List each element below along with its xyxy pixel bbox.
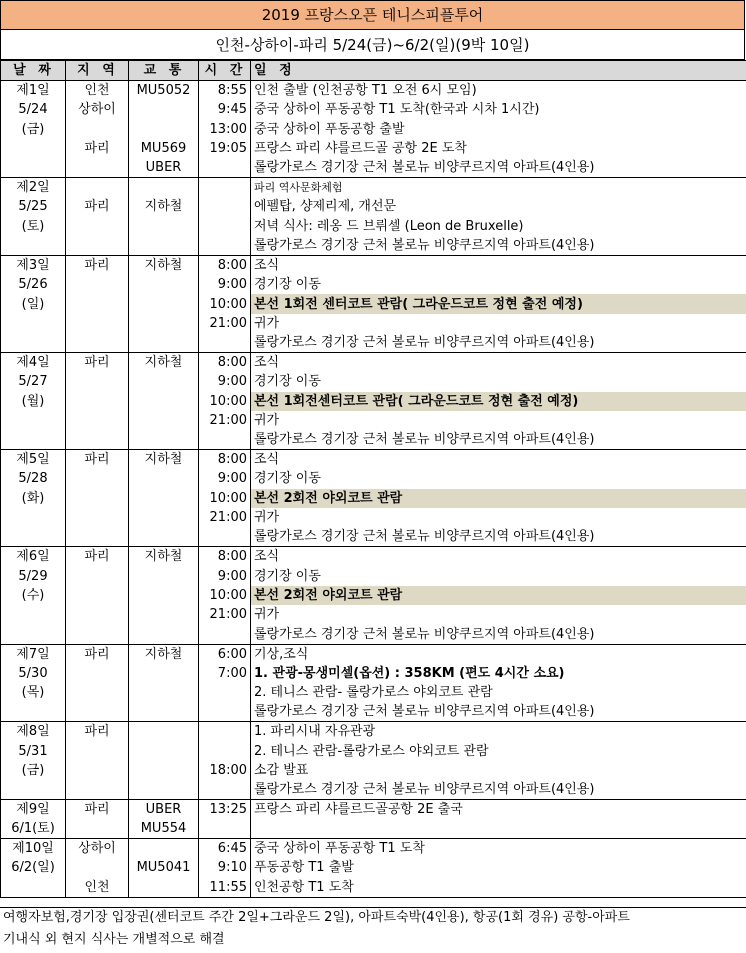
transport-cell [129, 333, 199, 353]
time-cell: 9:10 [199, 858, 251, 877]
date-cell [1, 625, 66, 645]
time-cell: 18:00 [199, 761, 251, 780]
header-schedule: 일 정 [251, 61, 746, 81]
region-cell: 파리 [66, 255, 129, 275]
transport-cell: 지하철 [129, 197, 199, 216]
time-cell: 9:00 [199, 275, 251, 294]
region-cell [66, 741, 129, 760]
transport-cell: MU554 [129, 819, 199, 839]
date-cell [1, 780, 66, 800]
date-cell [1, 236, 66, 256]
schedule-cell: 조식 [251, 353, 746, 373]
date-cell: 제3일 [1, 255, 66, 275]
time-cell [199, 178, 251, 198]
schedule-cell: 기상,조식 [251, 644, 746, 664]
schedule-cell: 중국 상하이 푸동공항 T1 도착(한국과 시차 1시간) [251, 100, 746, 119]
time-cell: 9:00 [199, 566, 251, 585]
header-time: 시 간 [199, 61, 251, 81]
region-cell [66, 527, 129, 547]
region-cell [66, 508, 129, 527]
transport-cell [129, 100, 199, 119]
time-cell [199, 702, 251, 722]
schedule-cell: 귀가 [251, 605, 746, 624]
date-cell: 5/31 [1, 741, 66, 760]
time-cell: 8:00 [199, 450, 251, 470]
time-cell: 6:45 [199, 839, 251, 859]
time-cell: 8:55 [199, 81, 251, 101]
schedule-cell: 경기장 이동 [251, 566, 746, 585]
table-row [1, 294, 746, 313]
transport-cell: UBER [129, 800, 199, 820]
transport-cell [129, 275, 199, 294]
transport-cell [129, 119, 199, 138]
region-cell: 상하이 [66, 839, 129, 859]
transport-cell: 지하철 [129, 450, 199, 470]
table-row [1, 158, 746, 178]
schedule-cell: 중국 상하이 푸동공항 T1 도착 [251, 839, 746, 859]
transport-cell [129, 566, 199, 585]
table-row [1, 275, 746, 294]
table-row [1, 800, 746, 820]
table-row [1, 741, 746, 760]
schedule-cell: 소감 발표 [251, 761, 746, 780]
region-cell [66, 605, 129, 624]
table-row [1, 489, 746, 508]
date-cell: 제6일 [1, 547, 66, 567]
date-cell: (일) [1, 294, 66, 313]
table-row [1, 372, 746, 391]
time-cell: 9:45 [199, 100, 251, 119]
region-cell [66, 780, 129, 800]
schedule-cell: 프랑스 파리 샤를르드골 공항 2E 도착 [251, 139, 746, 158]
date-cell [1, 702, 66, 722]
transport-cell [129, 236, 199, 256]
table-row [1, 314, 746, 333]
transport-cell: MU5041 [129, 858, 199, 877]
time-cell: 13:00 [199, 119, 251, 138]
transport-cell [129, 372, 199, 391]
schedule-cell: 귀가 [251, 314, 746, 333]
page-title: 2019 프랑스오픈 테니스피플투어 [0, 0, 745, 30]
date-cell: 제10일 [1, 839, 66, 859]
table-row [1, 178, 746, 198]
transport-cell: 지하철 [129, 353, 199, 373]
time-cell [199, 236, 251, 256]
table-row [1, 430, 746, 450]
table-row [1, 566, 746, 585]
footer-note-included: 여행자보험,경기장 입장권(센터코트 주간 2일+그라운드 2일), 아파트숙박(4인용), 항공(1회 경유) 공항-아파트 [0, 907, 746, 927]
schedule-cell: 롤랑가로스 경기장 근처 볼로뉴 비양쿠르지역 아파트(4인용) [251, 702, 746, 722]
region-cell: 파리 [66, 722, 129, 742]
table-row [1, 780, 746, 800]
table-row [1, 761, 746, 780]
time-cell: 8:00 [199, 353, 251, 373]
time-cell: 10:00 [199, 586, 251, 605]
schedule-cell: 2. 테니스 관람- 롤랑가로스 야외코트 관람 [251, 683, 746, 702]
time-cell: 10:00 [199, 489, 251, 508]
region-cell: 상하이 [66, 100, 129, 119]
table-row [1, 119, 746, 138]
time-cell: 21:00 [199, 605, 251, 624]
date-cell [1, 508, 66, 527]
footer-note-meals: 기내식 외 현지 식사는 개별적으로 해결 [3, 932, 225, 947]
transport-cell [129, 527, 199, 547]
region-cell [66, 275, 129, 294]
transport-cell [129, 878, 199, 898]
schedule-cell: 인천 출발 (인천공항 T1 오전 6시 모임) [251, 81, 746, 101]
schedule-cell: 롤랑가로스 경기장 근처 볼로뉴 비양쿠르지역 아파트(4인용) [251, 158, 746, 178]
region-cell: 인천 [66, 878, 129, 898]
time-cell: 11:55 [199, 878, 251, 898]
date-cell [1, 411, 66, 430]
region-cell [66, 411, 129, 430]
schedule-cell: 프랑스 파리 샤를르드골공항 2E 출국 [251, 800, 746, 820]
date-cell: (화) [1, 489, 66, 508]
schedule-cell: 2. 테니스 관람-롤랑가로스 야외코트 관람 [251, 741, 746, 760]
transport-cell [129, 702, 199, 722]
date-cell: (금) [1, 761, 66, 780]
region-cell: 파리 [66, 139, 129, 158]
table-row [1, 508, 746, 527]
transport-cell [129, 664, 199, 683]
table-row [1, 450, 746, 470]
transport-cell [129, 761, 199, 780]
table-row [1, 81, 746, 101]
region-cell: 파리 [66, 644, 129, 664]
transport-cell [129, 508, 199, 527]
region-cell [66, 664, 129, 683]
region-cell [66, 372, 129, 391]
itinerary-table [0, 60, 746, 898]
schedule-cell: 푸동공항 T1 출발 [251, 858, 746, 877]
date-cell: 제5일 [1, 450, 66, 470]
table-row [1, 197, 746, 216]
time-cell: 21:00 [199, 508, 251, 527]
region-cell [66, 469, 129, 488]
date-cell: (목) [1, 683, 66, 702]
date-cell: 5/30 [1, 664, 66, 683]
time-cell [199, 197, 251, 216]
table-row [1, 469, 746, 488]
table-row [1, 625, 746, 645]
schedule-cell: 귀가 [251, 508, 746, 527]
region-cell [66, 236, 129, 256]
schedule-cell: 경기장 이동 [251, 372, 746, 391]
date-cell [1, 605, 66, 624]
table-row [1, 255, 746, 275]
table-row [1, 839, 746, 859]
date-cell [1, 158, 66, 178]
region-cell [66, 430, 129, 450]
schedule-cell: 롤랑가로스 경기장 근처 볼로뉴 비양쿠르지역 아파트(4인용) [251, 780, 746, 800]
transport-cell [129, 683, 199, 702]
date-cell [1, 430, 66, 450]
transport-cell [129, 780, 199, 800]
time-cell: 10:00 [199, 392, 251, 411]
transport-cell: 지하철 [129, 255, 199, 275]
time-cell [199, 819, 251, 839]
date-cell: 제7일 [1, 644, 66, 664]
schedule-cell: 파리 역사문화체험 [251, 178, 746, 198]
time-cell: 9:00 [199, 469, 251, 488]
region-cell [66, 314, 129, 333]
header-transport: 교 통 [129, 61, 199, 81]
date-cell: 제9일 [1, 800, 66, 820]
region-cell [66, 625, 129, 645]
table-row [1, 819, 746, 839]
schedule-cell: 조식 [251, 450, 746, 470]
table-header-row [1, 61, 746, 81]
schedule-cell: 본선 2회전 야외코트 관람 [251, 586, 746, 605]
schedule-cell: 롤랑가로스 경기장 근처 볼로뉴 비양쿠르지역 아파트(4인용) [251, 430, 746, 450]
time-cell [199, 333, 251, 353]
table-row [1, 644, 746, 664]
time-cell [199, 741, 251, 760]
transport-cell [129, 314, 199, 333]
date-cell: 제4일 [1, 353, 66, 373]
date-cell [1, 139, 66, 158]
time-cell: 8:00 [199, 547, 251, 567]
table-row [1, 411, 746, 430]
schedule-cell: 본선 1회전센터코트 관람( 그라운드코트 정현 출전 예정) [251, 392, 746, 411]
header-date: 날 짜 [1, 61, 66, 81]
time-cell [199, 527, 251, 547]
region-cell [66, 158, 129, 178]
region-cell [66, 489, 129, 508]
time-cell: 10:00 [199, 294, 251, 313]
itinerary-body [1, 81, 746, 898]
region-cell [66, 819, 129, 839]
time-cell: 8:00 [199, 255, 251, 275]
region-cell [66, 178, 129, 198]
schedule-cell: 중국 상하이 푸동공항 출발 [251, 119, 746, 138]
date-cell: (월) [1, 392, 66, 411]
region-cell [66, 294, 129, 313]
transport-cell: 지하철 [129, 644, 199, 664]
date-cell: (금) [1, 119, 66, 138]
schedule-cell: 본선 1회전 센터코트 관람( 그라운드코트 정현 출전 예정) [251, 294, 746, 313]
time-cell [199, 158, 251, 178]
schedule-cell: 에펠탑, 샹제리제, 개선문 [251, 197, 746, 216]
region-cell [66, 119, 129, 138]
schedule-cell: 저녁 식사: 레옹 드 브뤼셀 (Leon de Bruxelle) [251, 217, 746, 236]
transport-cell [129, 839, 199, 859]
date-cell [1, 527, 66, 547]
schedule-cell: 1. 파리시내 자유관광 [251, 722, 746, 742]
schedule-cell: 인천공항 T1 도착 [251, 878, 746, 898]
time-cell: 19:05 [199, 139, 251, 158]
transport-cell [129, 625, 199, 645]
transport-cell [129, 489, 199, 508]
transport-cell [129, 741, 199, 760]
region-cell: 파리 [66, 450, 129, 470]
schedule-cell: 경기장 이동 [251, 275, 746, 294]
region-cell [66, 217, 129, 236]
region-cell: 파리 [66, 547, 129, 567]
table-row [1, 683, 746, 702]
transport-cell [129, 605, 199, 624]
time-cell: 13:25 [199, 800, 251, 820]
table-row [1, 353, 746, 373]
date-cell: 5/27 [1, 372, 66, 391]
transport-cell [129, 469, 199, 488]
date-cell: 5/26 [1, 275, 66, 294]
table-row [1, 722, 746, 742]
region-cell: 파리 [66, 800, 129, 820]
transport-cell: MU5052 [129, 81, 199, 101]
date-cell: 제1일 [1, 81, 66, 101]
schedule-cell: 본선 2회전 야외코트 관람 [251, 489, 746, 508]
table-row [1, 100, 746, 119]
date-cell [1, 314, 66, 333]
date-cell: 5/29 [1, 566, 66, 585]
schedule-cell: 롤랑가로스 경기장 근처 볼로뉴 비양쿠르지역 아파트(4인용) [251, 333, 746, 353]
transport-cell [129, 178, 199, 198]
region-cell [66, 586, 129, 605]
table-row [1, 217, 746, 236]
table-row [1, 858, 746, 877]
time-cell: 9:00 [199, 372, 251, 391]
table-row [1, 527, 746, 547]
table-row [1, 547, 746, 567]
time-cell: 21:00 [199, 411, 251, 430]
region-cell [66, 683, 129, 702]
table-row [1, 605, 746, 624]
schedule-cell: 경기장 이동 [251, 469, 746, 488]
transport-cell [129, 217, 199, 236]
region-cell [66, 566, 129, 585]
date-cell: (토) [1, 217, 66, 236]
time-cell [199, 722, 251, 742]
schedule-cell: 롤랑가로스 경기장 근처 볼로뉴 비양쿠르지역 아파트(4인용) [251, 527, 746, 547]
transport-cell: 지하철 [129, 547, 199, 567]
transport-cell [129, 586, 199, 605]
time-cell: 6:00 [199, 644, 251, 664]
transport-cell [129, 392, 199, 411]
table-row [1, 333, 746, 353]
schedule-cell: 귀가 [251, 411, 746, 430]
date-cell: (수) [1, 586, 66, 605]
schedule-cell: 조식 [251, 547, 746, 567]
region-cell: 파리 [66, 353, 129, 373]
transport-cell [129, 294, 199, 313]
date-cell: 제8일 [1, 722, 66, 742]
time-cell [199, 217, 251, 236]
schedule-cell: 1. 관광-몽생미셀(옵션) : 358KM (편도 4시간 소요) [251, 664, 746, 683]
time-cell [199, 430, 251, 450]
page-subtitle: 인천-상하이-파리 5/24(금)~6/2(일)(9박 10일) [0, 30, 745, 60]
region-cell [66, 333, 129, 353]
table-row [1, 878, 746, 898]
region-cell [66, 702, 129, 722]
time-cell [199, 780, 251, 800]
table-row [1, 392, 746, 411]
date-cell: 6/2(일) [1, 858, 66, 877]
table-row [1, 702, 746, 722]
region-cell [66, 761, 129, 780]
table-row [1, 236, 746, 256]
schedule-cell: 조식 [251, 255, 746, 275]
date-cell [1, 333, 66, 353]
region-cell: 파리 [66, 197, 129, 216]
table-row [1, 664, 746, 683]
schedule-cell [251, 819, 746, 839]
date-cell: 5/28 [1, 469, 66, 488]
transport-cell [129, 430, 199, 450]
time-cell: 21:00 [199, 314, 251, 333]
region-cell: 인천 [66, 81, 129, 101]
time-cell [199, 625, 251, 645]
region-cell [66, 858, 129, 877]
transport-cell: UBER [129, 158, 199, 178]
transport-cell: MU569 [129, 139, 199, 158]
time-cell [199, 683, 251, 702]
header-region: 지 역 [66, 61, 129, 81]
table-row [1, 139, 746, 158]
table-row [1, 586, 746, 605]
date-cell: 5/24 [1, 100, 66, 119]
transport-cell [129, 722, 199, 742]
schedule-cell: 롤랑가로스 경기장 근처 볼로뉴 비양쿠르지역 아파트(4인용) [251, 625, 746, 645]
date-cell: 5/25 [1, 197, 66, 216]
date-cell [1, 878, 66, 898]
schedule-cell: 롤랑가로스 경기장 근처 볼로뉴 비양쿠르지역 아파트(4인용) [251, 236, 746, 256]
time-cell: 7:00 [199, 664, 251, 683]
region-cell [66, 392, 129, 411]
date-cell: 제2일 [1, 178, 66, 198]
transport-cell [129, 411, 199, 430]
date-cell: 6/1(토) [1, 819, 66, 839]
